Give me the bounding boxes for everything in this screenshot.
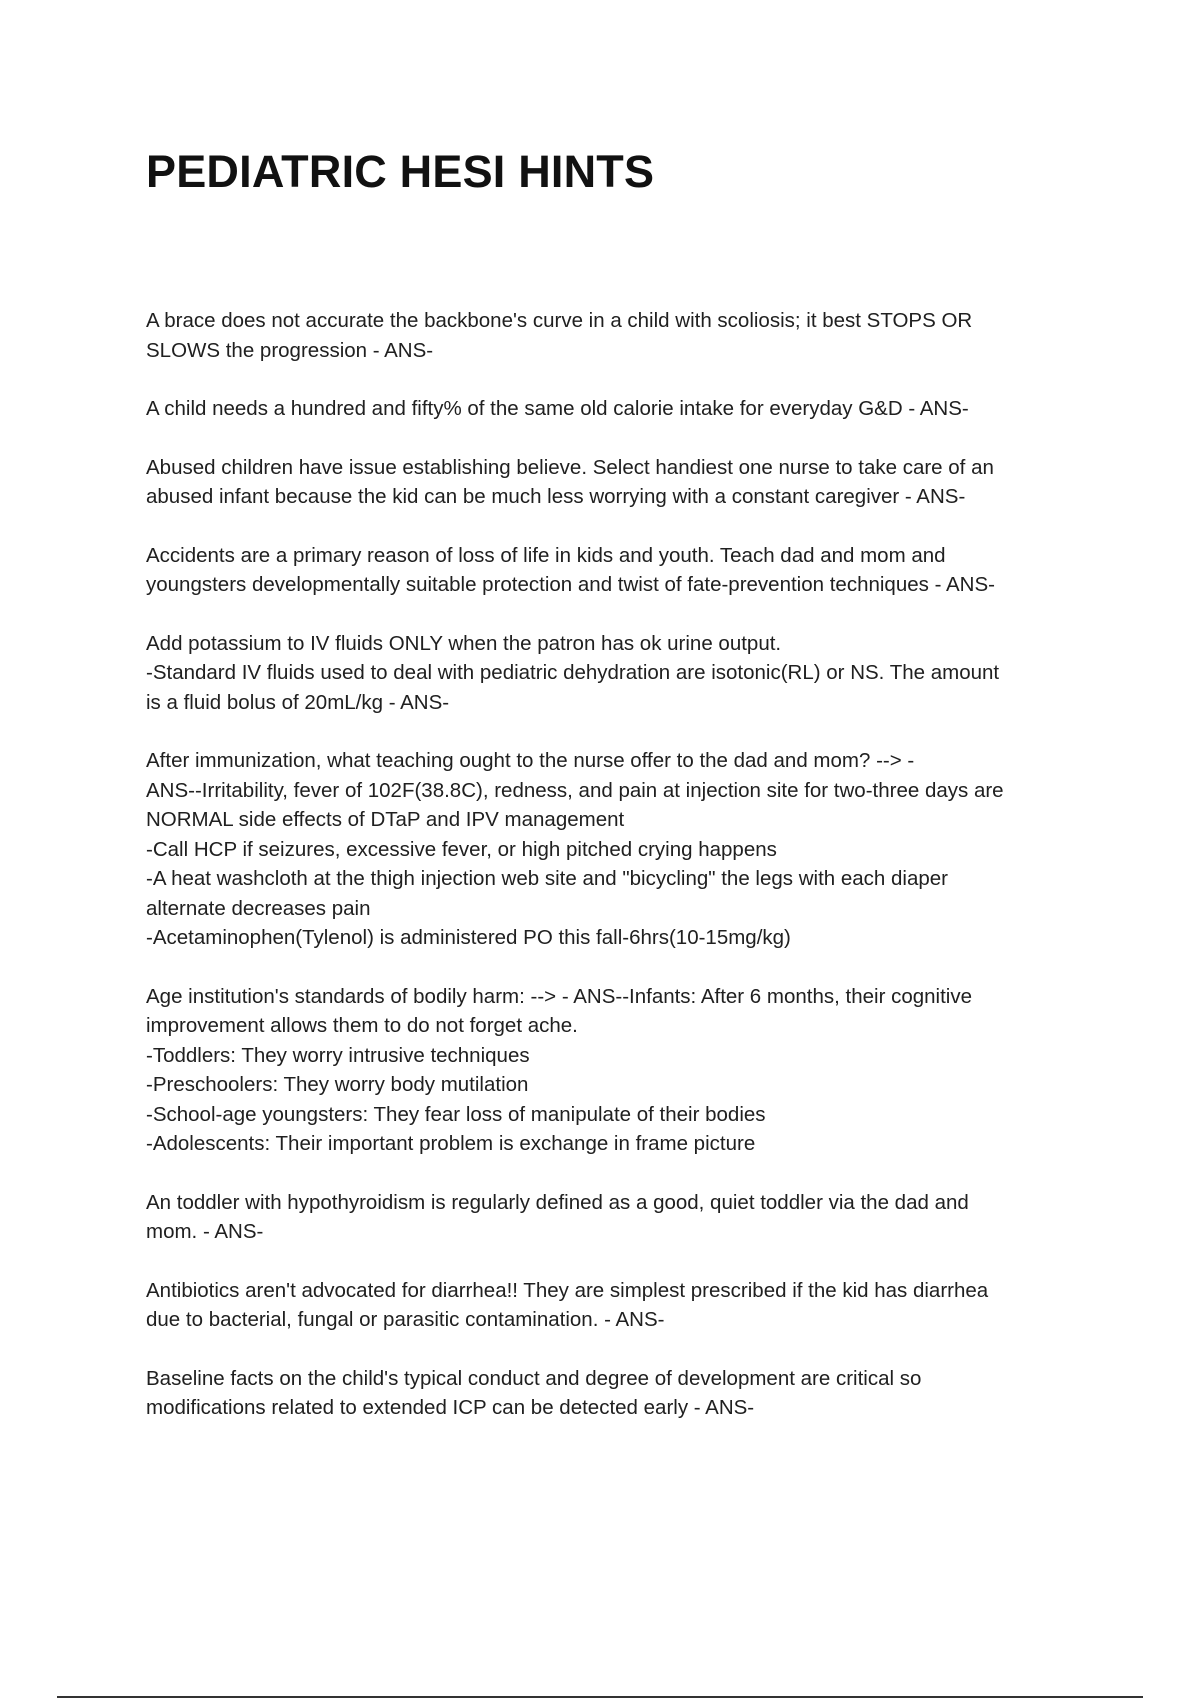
footer-divider — [57, 1696, 1143, 1698]
entry-text-line: Accidents are a primary reason of loss of life in kids and youth. Teach dad and mom and — [146, 543, 946, 567]
entry-text-line: -Adolescents: Their important problem is exchange in frame picture — [146, 1132, 756, 1155]
entry-text-line: -School-age youngsters: They fear loss of manipulate of their bodies — [146, 1102, 766, 1126]
entry-text-line: -Call HCP if seizures, excessive fever, or high pitched crying happens — [146, 837, 777, 861]
entry-text-line: youngsters developmentally suitable protection and twist of fate-prevention techniques - ANS- — [146, 573, 995, 596]
entry-text-line: A child needs a hundred and fifty% of the same old calorie intake for everyday G&D - ANS- — [146, 397, 969, 420]
entry-text-line: After immunization, what teaching ought to the nurse offer to the dad and mom? --> - — [146, 749, 915, 772]
entry-text-line: An toddler with hypothyroidism is regularly defined as a good, quiet toddler via the dad and — [146, 1190, 969, 1214]
entry-text-line: mom. - ANS- — [146, 1220, 264, 1243]
entry-text-line: abused infant because the kid can be much less worrying with a constant caregiver - ANS- — [146, 485, 966, 508]
entry-text-line: is a fluid bolus of 20mL/kg - ANS- — [146, 690, 450, 714]
entry-text-line: improvement allows them to do not forget ache. — [146, 1014, 578, 1037]
entry-text-line: Baseline facts on the child's typical conduct and degree of development are critical so — [146, 1366, 922, 1390]
qa-entry — [146, 746, 1076, 953]
entry-text-line: NORMAL side effects of DTaP and IPV management — [146, 808, 625, 831]
entry-text-line: SLOWS the progression - ANS- — [146, 338, 434, 362]
qa-entry — [146, 306, 1076, 365]
entry-text-line: due to bacterial, fungal or parasitic contamination. - ANS- — [146, 1308, 665, 1331]
qa-entry — [146, 453, 1076, 512]
qa-entry — [146, 629, 1076, 718]
qa-entry — [146, 394, 1076, 424]
entry-text-line: Antibiotics aren't advocated for diarrhea!! They are simplest prescribed if the kid has diarrhea — [146, 1278, 989, 1302]
entry-text-line: -Standard IV fluids used to deal with pediatric dehydration are isotonic(RL) or NS. The amount — [146, 661, 1000, 684]
entry-text-line: -Toddlers: They worry intrusive techniques — [146, 1043, 530, 1067]
qa-entry — [146, 982, 1076, 1159]
entry-text-line: Abused children have issue establishing believe. Select handiest one nurse to take care of an — [146, 455, 994, 479]
entry-text-line: ANS--Irritability, fever of 102F(38.8C), redness, and pain at injection site for two-three days are — [146, 778, 1004, 802]
entry-text-line: modifications related to extended ICP can be detected early - ANS- — [146, 1396, 755, 1419]
qa-entry — [146, 541, 1076, 600]
entry-text-line: Add potassium to IV fluids ONLY when the patron has ok urine output. — [146, 631, 782, 655]
entry-text-line: A brace does not accurate the backbone's curve in a child with scoliosis; it best STOPS OR — [146, 309, 973, 332]
entry-text-line: Age institution's standards of bodily harm: --> - ANS--Infants: After 6 months, their cognitive — [146, 984, 973, 1008]
entry-text-line: -Preschoolers: They worry body mutilation — [146, 1073, 529, 1096]
page-title: PEDIATRIC HESI HINTS — [146, 146, 655, 197]
qa-entry — [146, 1276, 1076, 1335]
entry-text-line: -Acetaminophen(Tylenol) is administered PO this fall-6hrs(10-15mg/kg) — [146, 926, 791, 949]
entry-text-line: alternate decreases pain — [146, 896, 371, 920]
entry-list — [146, 306, 1076, 1452]
qa-entry — [146, 1364, 1076, 1423]
entry-text-line: -A heat washcloth at the thigh injection web site and "bicycling" the legs with each diaper — [146, 867, 949, 890]
qa-entry — [146, 1188, 1076, 1247]
